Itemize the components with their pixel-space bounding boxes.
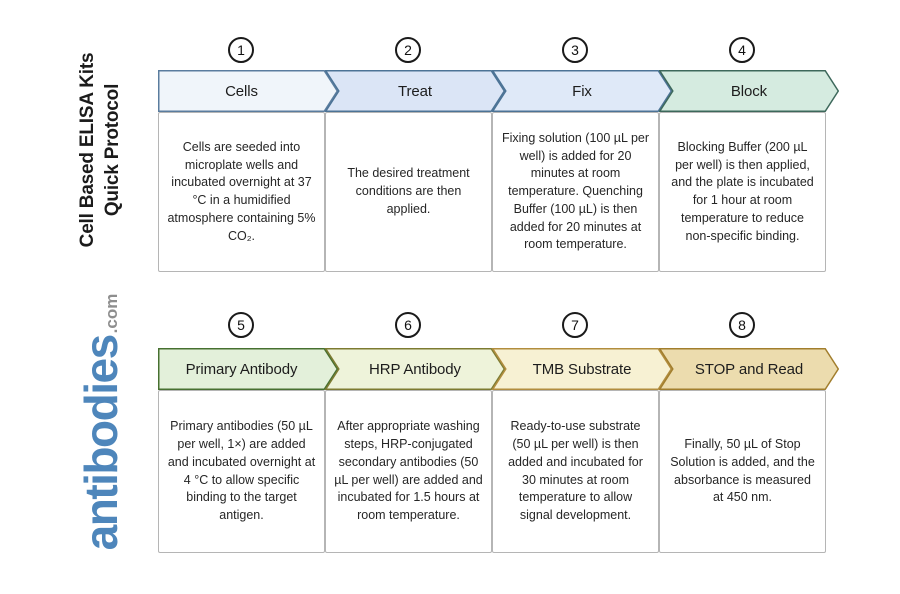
step-number-6: 6 — [395, 312, 421, 338]
step-label-treat: Treat — [398, 82, 432, 100]
step-number-4: 4 — [729, 37, 755, 63]
step-description-text: Blocking Buffer (200 µL per well) is then applied, and the plate is incubated for 1 hour at room temperature to reduce non-specific binding. — [671, 139, 814, 243]
step-description-block — [659, 112, 826, 272]
brand-logo-suffix: .com — [102, 293, 121, 334]
step-description-text: Finally, 50 µL of Stop Solution is added, and the absorbance is measured at 450 nm. — [670, 437, 815, 505]
step-arrow-primary-antibody — [158, 348, 338, 390]
step-arrow-fix — [492, 70, 672, 112]
step-description-text: Fixing solution (100 µL per well) is added for 20 minutes at room temperature. Quenching Buffer (100 µL) is then added for 20 minutes at room temperature. — [501, 130, 650, 252]
step-description-text: The desired treatment conditions are then applied. — [347, 166, 470, 216]
step-number-7: 7 — [562, 312, 588, 338]
protocol-row-1 — [158, 37, 853, 272]
step-description-primary-antibody — [158, 390, 325, 553]
step-description-treat — [325, 112, 492, 272]
step-arrow-stop-and-read — [659, 348, 839, 390]
step-description-fix — [492, 112, 659, 272]
page-title-line2: Quick Protocol — [102, 83, 123, 217]
brand-logo — [69, 272, 133, 572]
step-description-tmb-substrate — [492, 390, 659, 553]
step-number-2: 2 — [395, 37, 421, 63]
protocol-row-2 — [158, 312, 853, 553]
step-description-stop-and-read — [659, 390, 826, 553]
step-label-stop-and-read: STOP and Read — [694, 360, 804, 378]
step-arrow-treat — [325, 70, 505, 112]
brand-logo-word: antibodies — [75, 335, 127, 551]
step-label-block: Block — [730, 82, 768, 100]
step-arrow-cells — [158, 70, 338, 112]
page-title — [74, 30, 126, 270]
step-arrow-block — [659, 70, 839, 112]
step-number-5: 5 — [228, 312, 254, 338]
step-number-8: 8 — [729, 312, 755, 338]
step-label-fix: Fix — [572, 82, 592, 100]
step-label-tmb-substrate: TMB Substrate — [532, 360, 632, 378]
step-label-cells: Cells — [225, 82, 258, 100]
page-title-line1: Cell Based ELISA Kits — [76, 52, 98, 248]
step-description-text: Cells are seeded into microplate wells and incubated overnight at 37 °C in a humidified atmosphere containing 5% CO₂. — [167, 139, 316, 243]
step-arrow-tmb-substrate — [492, 348, 672, 390]
step-description-text: Ready-to-use substrate (50 µL per well) is then added and incubated for 30 minutes at room temperature to allow signal development. — [508, 419, 643, 522]
step-number-3: 3 — [562, 37, 588, 63]
step-description-hrp-antibody — [325, 390, 492, 553]
step-description-text: After appropriate washing steps, HRP-conjugated secondary antibodies (50 µL per well) are added and incubated for 1.5 hours at room temperature. — [334, 419, 483, 522]
step-arrow-hrp-antibody — [325, 348, 505, 390]
step-description-cells — [158, 112, 325, 272]
step-label-hrp-antibody: HRP Antibody — [369, 360, 461, 378]
step-number-1: 1 — [228, 37, 254, 63]
step-label-primary-antibody: Primary Antibody — [185, 360, 298, 378]
step-description-text: Primary antibodies (50 µL per well, 1×) are added and incubated overnight at 4 °C to allow specific binding to the target antigen. — [167, 419, 316, 522]
